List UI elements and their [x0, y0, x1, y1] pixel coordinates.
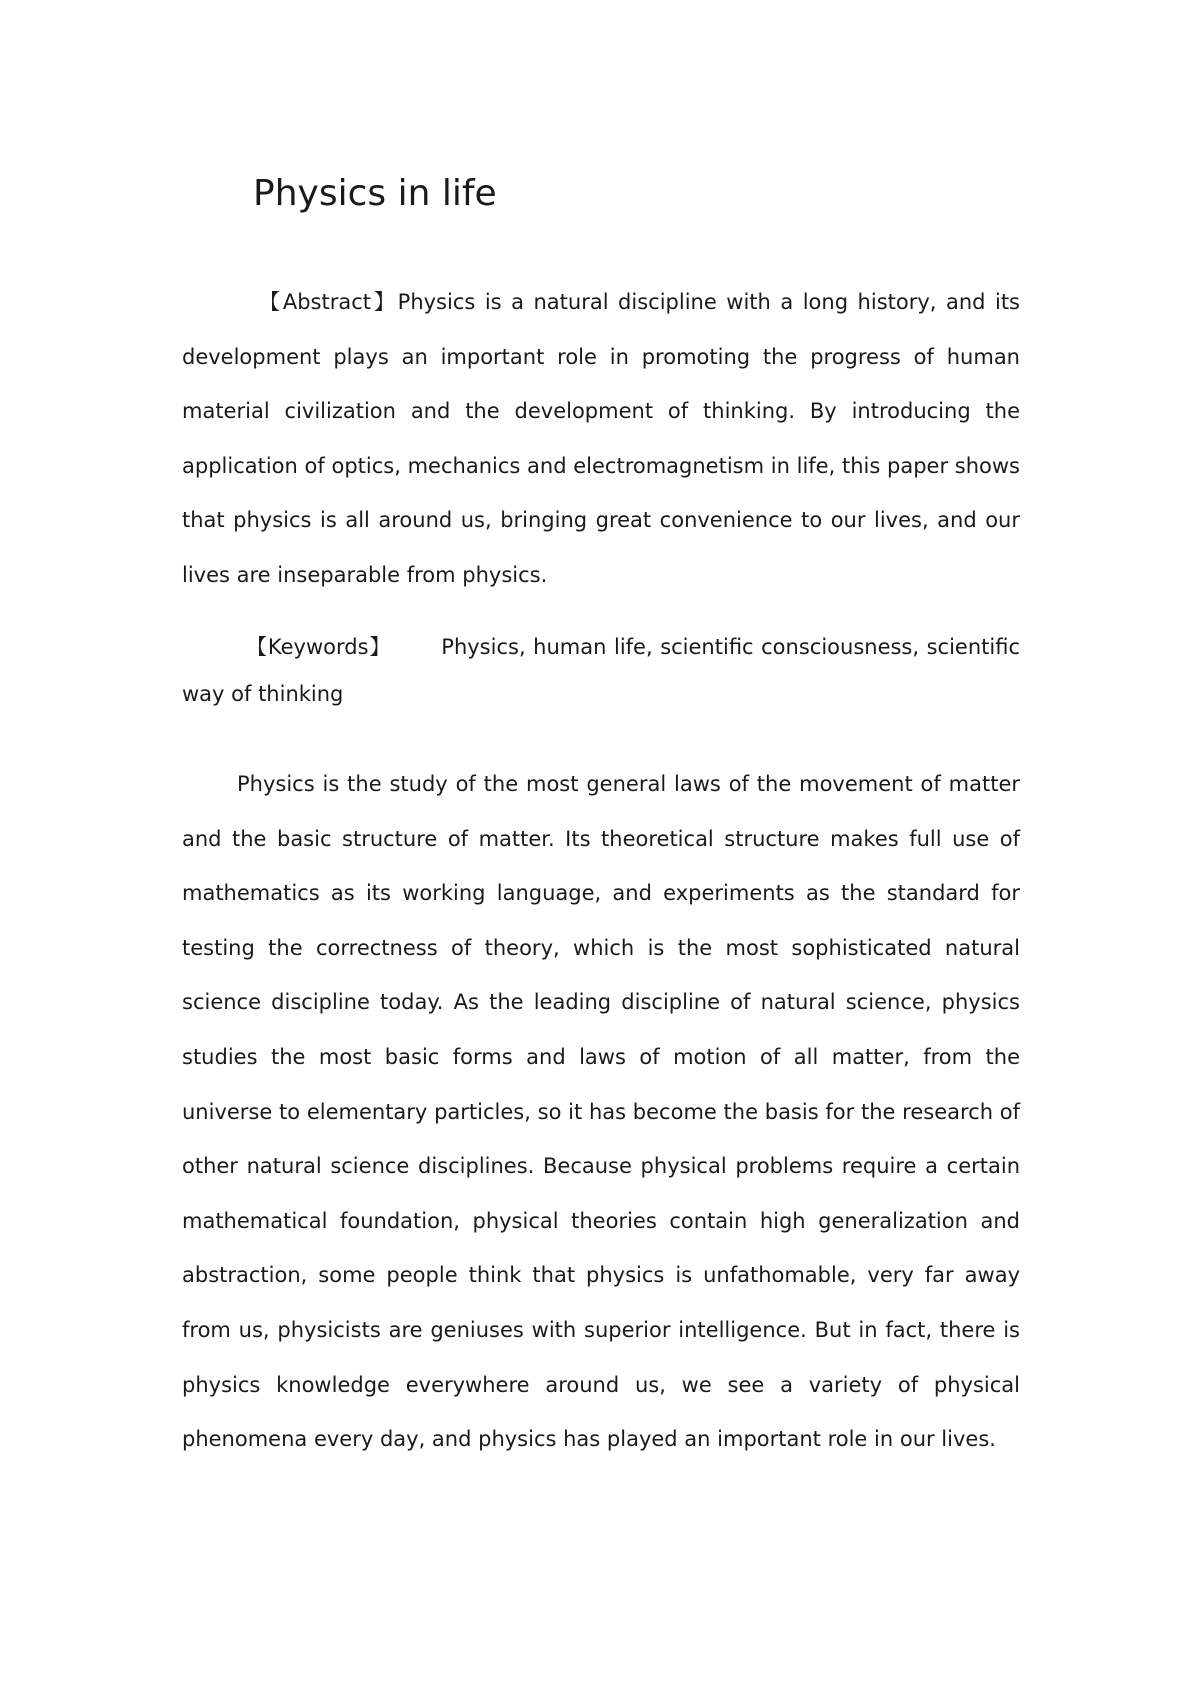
abstract-text: Physics is a natural discipline with a long history, and its development plays an important role in promoting the progress of human material civilization and the development of thinking. By introducing the application of optics, mechanics and electromagnetism in life, this paper shows that physics is all around us, bringing great convenience to our lives, and our lives are inseparable from physics.: [182, 290, 1020, 587]
document-title: Physics in life: [253, 173, 497, 214]
body-paragraph: Physics is the study of the most general laws of the movement of matter and the basic structure of matter. Its theoretical structure makes full use of mathematics as its working language, and experiments as the standard for testing the correctness of theory, which is the most sophisticated natural science discipline today. As the leading discipline of natural science, physics studies the most basic forms and laws of motion of all matter, from the universe to elementary particles, so it has become the basis for the research of other natural science disciplines. Because physical problems require a certain mathematical foundation, physical theories contain high generalization and abstraction, some people think that physics is unfathomable, very far away from us, physicists are geniuses with superior intelligence. But in fact, there is physics knowledge everywhere around us, we see a variety of physical phenomena every day, and physics has played an important role in our lives.: [182, 772, 1020, 1452]
keywords-paragraph: [182, 624, 1020, 718]
keywords-text: Physics, human life, scientific consciousness, scientific way of thinking: [182, 635, 1020, 706]
abstract-paragraph: [182, 275, 1020, 603]
abstract-label: 【Abstract】: [259, 290, 398, 314]
keywords-label: 【Keywords】: [246, 635, 392, 659]
